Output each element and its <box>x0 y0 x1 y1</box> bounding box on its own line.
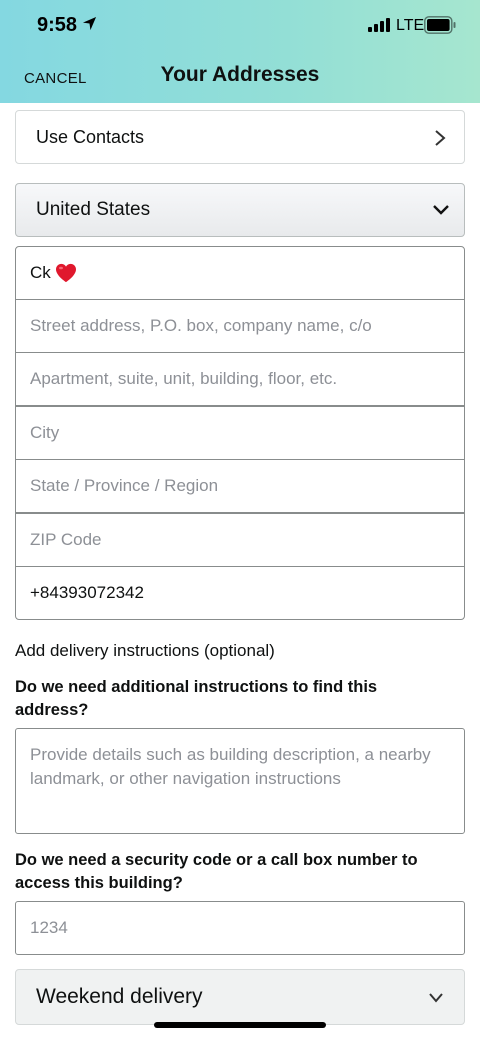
zip-code-field[interactable] <box>15 513 465 567</box>
use-contacts-button[interactable] <box>15 110 465 164</box>
heart-emoji-icon <box>55 263 77 283</box>
state-input[interactable] <box>30 476 464 496</box>
country-dropdown[interactable] <box>15 183 465 237</box>
page-title: Your Addresses <box>160 63 320 86</box>
city-field[interactable] <box>15 406 465 460</box>
use-contacts-label: Use Contacts <box>36 126 145 147</box>
phone-field[interactable] <box>15 566 465 620</box>
battery-icon <box>424 16 456 34</box>
chevron-right-icon <box>434 129 446 147</box>
full-name-field[interactable] <box>15 246 465 300</box>
status-time: 9:58 <box>37 14 78 36</box>
home-indicator <box>154 1022 326 1028</box>
chevron-down-icon <box>432 203 450 217</box>
phone-input[interactable] <box>30 583 464 603</box>
security-code-field[interactable] <box>15 901 465 955</box>
app-header <box>0 0 480 103</box>
status-bar <box>0 0 480 52</box>
find-address-question: Do we need additional instructions to find this address? <box>15 678 378 719</box>
navigation-details-textarea[interactable] <box>30 743 450 819</box>
state-field[interactable] <box>15 459 465 513</box>
location-arrow-icon <box>82 16 97 31</box>
apartment-input[interactable] <box>30 369 464 389</box>
cellular-signal-icon <box>368 18 390 32</box>
country-selected-value: United States <box>36 199 151 220</box>
security-code-input[interactable] <box>30 918 464 938</box>
apartment-field[interactable] <box>15 352 465 406</box>
security-code-question: Do we need a security code or a call box number to access this building? <box>15 851 418 892</box>
network-type: LTE <box>396 17 425 34</box>
weekend-delivery-dropdown[interactable] <box>15 969 465 1025</box>
chevron-down-icon <box>428 992 444 1004</box>
delivery-instructions-toggle[interactable]: Add delivery instructions (optional) <box>15 641 275 660</box>
street-address-field[interactable] <box>15 299 465 353</box>
city-input[interactable] <box>30 423 464 443</box>
zip-code-input[interactable] <box>30 530 464 550</box>
weekend-delivery-label: Weekend delivery <box>36 985 203 1008</box>
full-name-value: Ck <box>30 263 51 282</box>
navigation-details-field[interactable] <box>15 728 465 834</box>
cancel-button[interactable]: CANCEL <box>24 70 87 87</box>
street-address-input[interactable] <box>30 316 464 336</box>
